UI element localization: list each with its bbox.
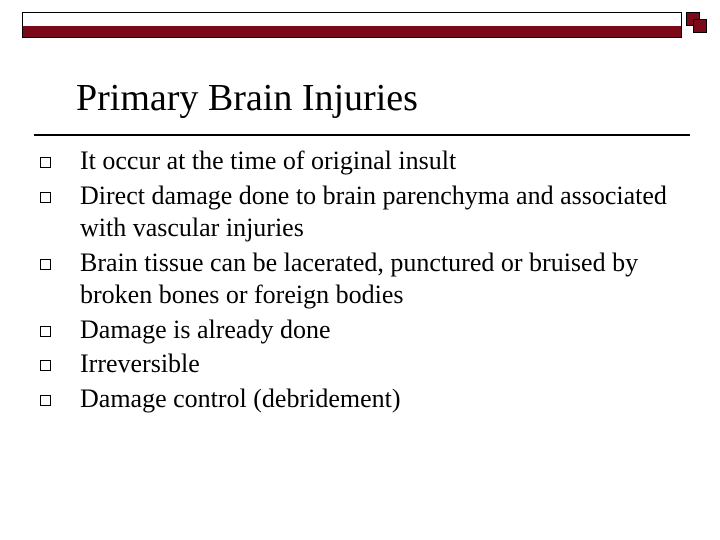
corner-square (693, 19, 707, 33)
slide-title: Primary Brain Injuries (76, 77, 418, 119)
list-item (36, 314, 696, 347)
bullet-list (36, 145, 696, 417)
hollow-square-bullet-icon (40, 192, 51, 203)
corner-squares-icon (686, 12, 708, 38)
bullet-text: Direct damage done to brain parenchyma and associated with vascular injuries (80, 180, 667, 242)
bullet-text: Brain tissue can be lacerated, punctured or bruised by broken bones or foreign bodies (80, 247, 639, 309)
hollow-square-bullet-icon (40, 157, 51, 168)
bullet-text: Irreversible (80, 349, 200, 378)
hollow-square-bullet-icon (40, 360, 51, 371)
hollow-square-bullet-icon (40, 259, 51, 270)
band-fill (23, 26, 681, 37)
list-item (36, 383, 696, 416)
list-item (36, 348, 696, 381)
hollow-square-bullet-icon (40, 326, 51, 337)
list-item (36, 145, 696, 178)
list-item (36, 247, 696, 312)
bullet-text: Damage is already done (80, 314, 331, 344)
list-item (36, 180, 696, 245)
bullet-text: It occur at the time of original insult (80, 146, 457, 175)
title-underline (34, 134, 690, 136)
bullet-text: Damage control (debridement) (80, 383, 401, 413)
hollow-square-bullet-icon (40, 395, 51, 406)
top-decorative-band (22, 12, 682, 38)
